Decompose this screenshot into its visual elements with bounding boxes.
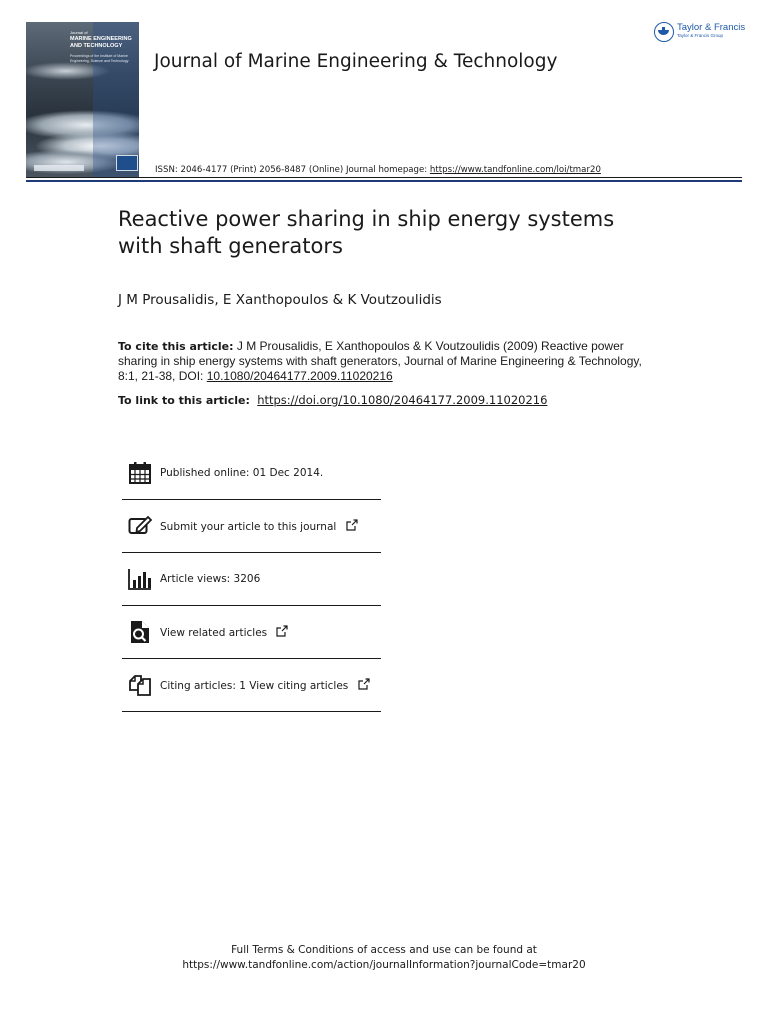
submit-article-label: Submit your article to this journal [160,521,337,533]
calendar-icon [127,460,153,486]
article-title: Reactive power sharing in ship energy systems with shaft generators [118,207,615,258]
publisher-logo-icon [654,22,674,42]
external-link-icon [346,519,358,531]
article-authors: J M Prousalidis, E Xanthopoulos & K Voutzoulidis [118,292,442,308]
cite-text: J M Prousalidis, E Xanthopoulos & K Voutzoulidis (2009) Reactive power sharing in ship energy systems with shaft generators, Journal of Marine Engineering & Technology, 8:1, 21-38, DOI: [118,339,642,383]
external-link-icon [358,678,370,690]
link-label: To link to this article: [118,394,250,407]
article-doi-link[interactable]: https://doi.org/10.1080/20464177.2009.11020216 [257,393,548,407]
cover-main-title: MARINE ENGINEERING AND TECHNOLOGY [70,36,132,49]
citing-icon [127,672,153,698]
header-divider-thin [26,177,742,178]
cover-title [70,30,136,63]
publisher-name: Taylor & Francis [677,22,746,33]
cite-doi-link[interactable]: 10.1080/20464177.2009.11020216 [206,369,393,383]
issn-line [155,165,601,175]
article-link-line [118,393,547,407]
footer-line-1: Full Terms & Conditions of access and use can be found at [231,944,537,956]
article-views: Article views: 3206 [160,573,261,585]
footer-terms-link[interactable]: https://www.tandfonline.com/action/journalInformation?journalCode=tmar20 [182,959,586,971]
related-articles-link[interactable] [160,625,288,639]
search-document-icon [127,619,153,645]
external-link-icon [276,625,288,637]
journal-cover-image [26,22,139,177]
header-divider [26,180,742,182]
list-item-views [122,553,381,606]
terms-footer [0,943,768,973]
related-articles-label: View related articles [160,627,268,639]
list-item-citing[interactable] [122,659,381,712]
list-item-submit[interactable] [122,500,381,553]
submit-article-link[interactable] [160,519,358,533]
publisher-logo[interactable] [654,22,745,42]
published-date: Published online: 01 Dec 2014. [160,466,324,479]
bar-chart-icon [127,566,153,592]
issn-text: ISSN: 2046-4177 (Print) 2056-8487 (Online) Journal homepage: [155,165,428,175]
article-info-list [122,446,381,712]
cover-subtitle: Proceedings of the Institute of Marine Engineering, Science and Technology [70,54,129,63]
citing-articles-link[interactable] [160,678,370,692]
journal-title: Journal of Marine Engineering & Technology [154,51,558,72]
cover-prefix: Journal of [70,30,88,35]
citation-block [118,339,663,384]
journal-homepage-link[interactable]: https://www.tandfonline.com/loi/tmar20 [429,165,601,175]
publisher-group: Taylor & Francis Group [677,33,724,38]
cite-label: To cite this article: [118,340,234,353]
list-item-related[interactable] [122,606,381,659]
citing-articles-label: Citing articles: 1 View citing articles [160,680,349,692]
edit-icon [127,513,153,539]
list-item-published [122,446,381,500]
